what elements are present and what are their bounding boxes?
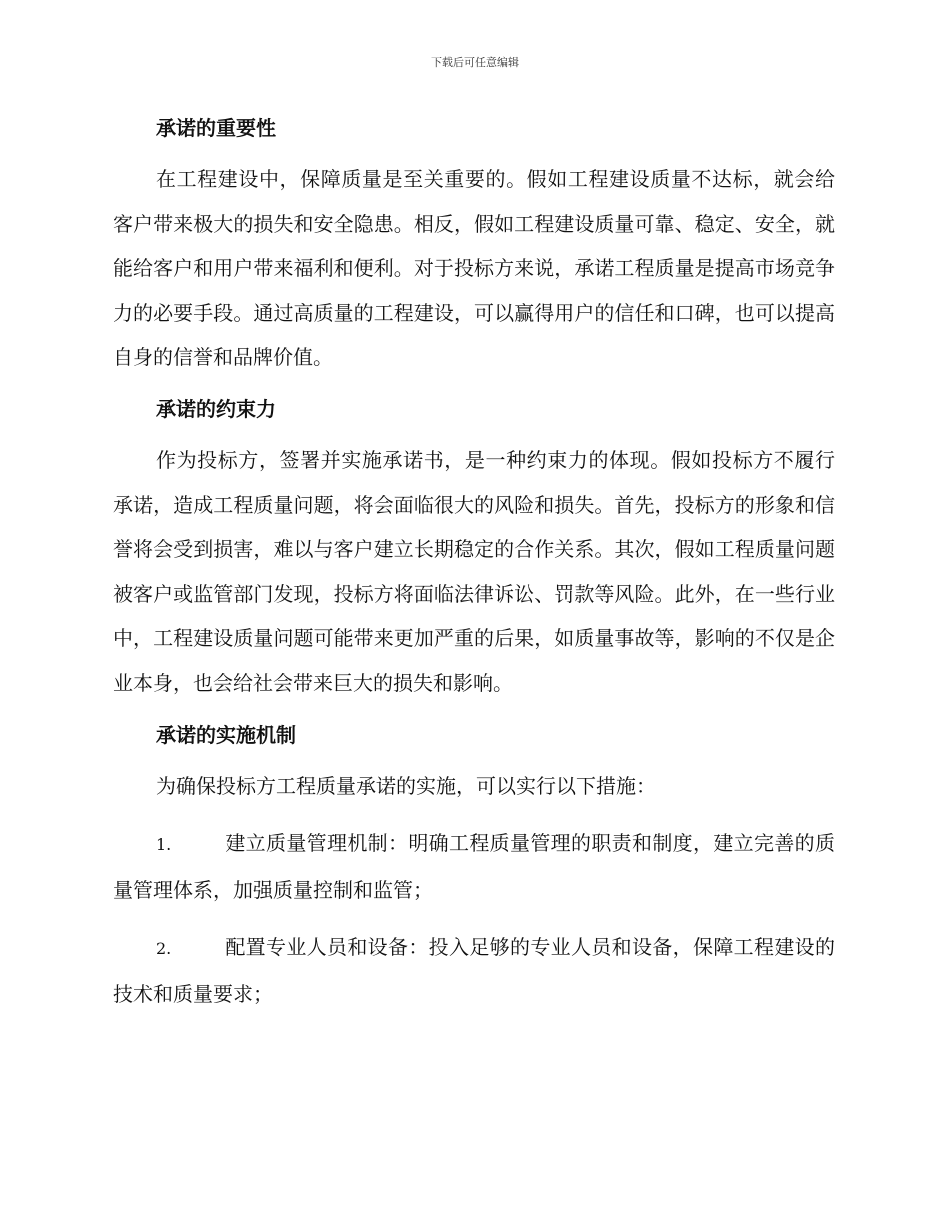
- header-note: 下载后可任意编辑: [431, 56, 519, 69]
- list-item-number: 1.: [156, 835, 172, 855]
- section-heading-binding-force: 承诺的约束力: [156, 396, 276, 421]
- list-item-text: 配置专业人员和设备：投入足够的专业人员和设备，保障工程建设的技术和质量要求；: [113, 935, 835, 1006]
- list-item: [113, 925, 835, 1016]
- section-paragraph-importance: 在工程建设中，保障质量是至关重要的。假如工程建设质量不达标，就会给客户带来极大的损失和安全隐患。相反，假如工程建设质量可靠、稳定、安全，就能给客户和用户带来福利和便利。对于投标方来说，承诺工程质量是提高市场竞争力的必要手段。通过高质量的工程建设，可以赢得用户的信任和口碑，也可以提高自身的信誉和品牌价值。: [113, 167, 835, 370]
- list-item: [113, 821, 835, 912]
- section-paragraph-implementation: 为确保投标方工程质量承诺的实施，可以实行以下措施：: [156, 773, 656, 798]
- section-paragraph-binding-force: 作为投标方，签署并实施承诺书，是一种约束力的体现。假如投标方不履行承诺，造成工程质量问题，将会面临很大的风险和损失。首先，投标方的形象和信誉将会受到损害，难以与客户建立长期稳定的合作关系。其次，假如工程质量问题被客户或监管部门发现，投标方将面临法律诉讼、罚款等风险。此外，在一些行业中，工程建设质量问题可能带来更加严重的后果，如质量事故等，影响的不仅是企业本身，也会给社会带来巨大的损失和影响。: [113, 447, 835, 695]
- list-item-text: 建立质量管理机制：明确工程质量管理的职责和制度，建立完善的质量管理体系，加强质量控制和监管；: [113, 831, 835, 902]
- section-heading-importance: 承诺的重要性: [156, 116, 276, 140]
- list-item-number: 2.: [156, 939, 172, 959]
- document-body: [113, 112, 835, 1030]
- section-heading-implementation: 承诺的实施机制: [156, 722, 296, 747]
